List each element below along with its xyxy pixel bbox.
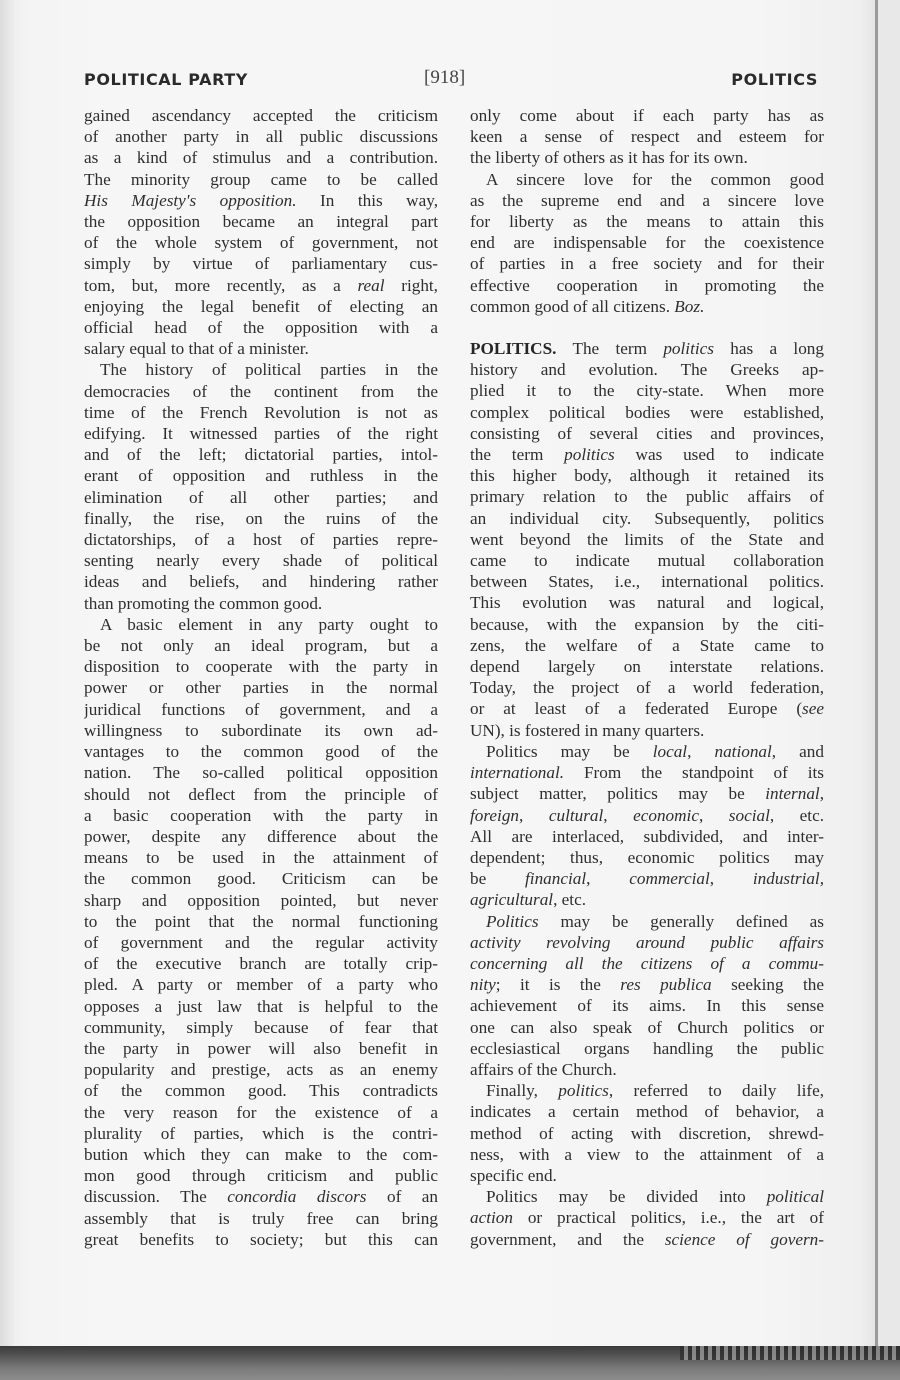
italic-term: activity revolving around public affairs <box>470 932 824 952</box>
text-run: , <box>698 805 729 825</box>
text-line: consisting of several cities and provinces, <box>470 423 824 443</box>
text-line: achievement of its aims. In this sense <box>470 996 824 1016</box>
text-line: effective cooperation in promoting the <box>470 275 824 295</box>
text-line: simply by virtue of parliamentary cus- <box>84 254 438 274</box>
italic-term: see <box>802 699 824 719</box>
text-line: disposition to cooperate with the party in <box>84 657 438 677</box>
italic-term: His Majesty's opposition. <box>84 190 297 210</box>
text-line: because, with the expansion by the citi- <box>470 614 824 634</box>
text-run: In this way, <box>296 190 438 210</box>
italic-term: national <box>714 741 772 761</box>
text-line: A sincere love for the common good <box>486 169 824 189</box>
text-line: than promoting the common good. <box>84 593 323 613</box>
text-line: time of the French Revolution is not as <box>84 402 438 422</box>
text-line: erant of opposition and ruthless in the <box>84 466 438 486</box>
italic-term: agricultural <box>470 890 554 910</box>
text-line: salary equal to that of a minister. <box>84 339 309 359</box>
text-line: power or other parties in the normal <box>84 678 438 698</box>
text-line <box>470 974 824 995</box>
text-line: be not only an ideal program, but a <box>84 636 438 656</box>
text-line: indicates a certain method of behavior, a <box>470 1102 824 1122</box>
text-line: juridical functions of government, and a <box>84 699 438 719</box>
text-line: depend largely on interstate relations. <box>470 657 824 677</box>
italic-term: internal, <box>765 784 824 804</box>
text-line: a basic cooperation with the party in <box>84 805 438 825</box>
text-line <box>84 275 438 296</box>
italic-term: nity <box>470 975 496 995</box>
italic-term: science of govern- <box>664 1229 824 1249</box>
text-run: Politics may be divided into <box>486 1187 767 1207</box>
text-line <box>470 741 824 762</box>
text-line: specific end. <box>470 1165 557 1185</box>
text-line: one can also speak of Church politics or <box>470 1017 824 1037</box>
text-run: has a long <box>713 339 824 359</box>
text-line: came to indicate mutual collaboration <box>470 551 824 571</box>
text-line: history and evolution. The Greeks ap- <box>470 360 824 380</box>
text-run: was used to indicate <box>614 445 824 465</box>
text-line: only come about if each party has as <box>470 106 824 125</box>
text-line <box>470 444 824 465</box>
text-run: , <box>519 805 549 825</box>
text-line: edifying. It witnessed parties of the right <box>84 424 438 444</box>
text-run: Finally, <box>486 1081 559 1101</box>
text-line: sharp and opposition pointed, but never <box>84 890 438 910</box>
text-line: the party in power will also benefit in <box>84 1038 438 1058</box>
text-run: From the standpoint of its <box>564 763 824 783</box>
text-line <box>470 1186 824 1207</box>
text-line: senting nearly every shade of political <box>84 551 438 571</box>
italic-term: Boz. <box>674 296 705 316</box>
left-column <box>84 105 438 1250</box>
text-line: for liberty as the means to attain this <box>470 212 824 232</box>
text-line: primary relation to the public affairs of <box>470 487 824 507</box>
text-run: government, and the <box>470 1229 665 1249</box>
text-line: went beyond the limits of the State and <box>470 529 824 549</box>
next-page-edge <box>878 0 900 1346</box>
text-line: pled. A party or member of a party who <box>84 975 438 995</box>
italic-term: financial <box>525 869 587 889</box>
text-line: between States, i.e., international politics. <box>470 572 824 592</box>
text-line <box>470 953 824 974</box>
italic-term: Politics <box>486 911 539 931</box>
page-number: [918] <box>424 67 466 88</box>
book-binding-edge <box>0 1346 900 1380</box>
running-head-right: POLITICS <box>731 70 818 89</box>
text-line <box>470 762 824 783</box>
text-line <box>470 1080 824 1101</box>
text-line: power, despite any difference about the <box>84 826 438 846</box>
text-line: to the point that the normal functioning <box>84 911 438 931</box>
text-line: plied it to the city-state. When more <box>470 381 824 401</box>
text-run: or at least of a federated Europe ( <box>470 699 803 719</box>
text-line: and of the left; dictatorial parties, intol- <box>84 445 438 465</box>
text-line: of parties in a free society and for their <box>470 254 824 274</box>
italic-term: politics <box>663 339 714 359</box>
text-run: common good of all citizens. <box>470 296 675 316</box>
text-line: mon good through criticism and public <box>84 1166 438 1186</box>
text-line: democracies of the continent from the <box>84 381 438 401</box>
text-line: elimination of all other parties; and <box>84 487 438 507</box>
text-line <box>84 1186 438 1207</box>
text-run: seeking the <box>711 975 824 995</box>
text-line: bution which they can make to the com- <box>84 1144 438 1164</box>
text-line: UN), is fostered in many quarters. <box>470 720 705 740</box>
text-line: as a kind of stimulus and a contribution. <box>84 148 438 168</box>
italic-term: cultural <box>548 805 604 825</box>
text-run: of an <box>366 1187 438 1207</box>
text-line: The history of political parties in the <box>100 360 438 380</box>
text-line: plurality of parties, which is the contri- <box>84 1123 438 1143</box>
text-line: of government and the regular activity <box>84 932 438 952</box>
text-line: of the common good. This contradicts <box>84 1081 438 1101</box>
italic-term: economic <box>633 805 699 825</box>
text-line: of the executive branch are totally crip- <box>84 954 438 974</box>
italic-term: industrial, <box>752 869 824 889</box>
text-line: keen a sense of respect and esteem for <box>470 127 824 147</box>
text-line: This evolution was natural and logical, <box>470 593 824 613</box>
text-line: ideas and beliefs, and hindering rather <box>84 572 438 592</box>
text-run: may be generally defined as <box>538 911 824 931</box>
text-run: right, <box>384 275 438 295</box>
italic-term: politics <box>564 445 615 465</box>
text-line: opposes a just law that is helpful to the <box>84 996 438 1016</box>
text-line: A basic element in any party ought to <box>100 614 438 634</box>
binding-texture <box>680 1346 900 1360</box>
italic-term: action <box>470 1208 513 1228</box>
italic-term: concordia discors <box>227 1187 367 1207</box>
text-line: as the supreme end and a sincere love <box>470 190 824 210</box>
text-run: , <box>687 741 715 761</box>
italic-term: concerning all the citizens of a commu- <box>470 953 824 973</box>
text-line: great benefits to society; but this can <box>84 1229 438 1249</box>
text-run: tom, but, more recently, as a <box>84 275 358 295</box>
page-left-edge <box>0 0 14 1346</box>
text-line <box>470 296 824 317</box>
text-run: , <box>603 805 634 825</box>
text-run: the term <box>470 445 565 465</box>
text-line: assembly that is truly free can bring <box>84 1208 438 1228</box>
text-line: ness, with a view to the attainment of a <box>470 1144 824 1164</box>
running-head <box>84 67 818 96</box>
text-run: The term <box>556 339 664 359</box>
text-line: the very reason for the existence of a <box>84 1102 438 1122</box>
text-line: of another party in all public discussions <box>84 127 438 147</box>
text-line: Today, the project of a world federation, <box>470 678 824 698</box>
text-run: , etc. <box>553 890 587 910</box>
entry-headword-line <box>470 338 824 359</box>
text-line: complex political bodies were established, <box>470 402 824 422</box>
text-run: , referred to daily life, <box>608 1081 824 1101</box>
text-run: or practical politics, i.e., the art of <box>512 1208 824 1228</box>
text-line <box>470 868 824 889</box>
italic-term: politics <box>558 1081 609 1101</box>
text-line: All are interlaced, subdivided, and inter- <box>470 826 824 846</box>
text-line: this higher body, although it retained its <box>470 466 824 486</box>
text-line: dictatorships, of a host of parties repre- <box>84 530 438 550</box>
text-run: , <box>586 869 630 889</box>
text-line: the common good. Criticism can be <box>84 869 438 889</box>
text-line <box>470 783 824 804</box>
text-line <box>470 1207 824 1228</box>
text-run: , <box>709 869 753 889</box>
text-line: the opposition became an integral part <box>84 212 438 232</box>
text-line: community, simply because of fear that <box>84 1017 438 1037</box>
text-line <box>470 889 824 910</box>
italic-term: real <box>357 275 385 295</box>
italic-term: res publica <box>620 975 712 995</box>
text-run: subject matter, politics may be <box>470 784 766 804</box>
italic-term: social <box>728 805 770 825</box>
italic-term: foreign <box>470 805 520 825</box>
text-line: means to be used in the attainment of <box>84 848 438 868</box>
text-line: of the whole system of government, not <box>84 233 438 253</box>
text-line: popularity and prestige, acts as an enemy <box>84 1060 438 1080</box>
text-line <box>470 805 824 826</box>
text-line <box>470 911 824 932</box>
italic-term: local <box>652 741 688 761</box>
text-run: , and <box>771 741 824 761</box>
text-line: nation. The so-called political opposition <box>84 763 438 783</box>
italic-term: political <box>766 1187 824 1207</box>
italic-term: international. <box>470 763 565 783</box>
text-line: The minority group came to be called <box>84 169 438 189</box>
running-head-left: POLITICAL PARTY <box>84 70 248 89</box>
text-line: vantages to the common good of the <box>84 742 438 762</box>
text-line: finally, the rise, on the ruins of the <box>84 508 438 528</box>
text-run: , etc. <box>769 805 824 825</box>
text-line: official head of the opposition with a <box>84 318 438 338</box>
text-line: willingness to subordinate its own ad- <box>84 720 438 740</box>
text-line: zens, the welfare of a State came to <box>470 635 824 655</box>
text-line <box>470 1229 824 1250</box>
text-line: should not deflect from the principle of <box>84 784 438 804</box>
text-line: affairs of the Church. <box>470 1059 617 1079</box>
text-line: end are indispensable for the coexistence <box>470 233 824 253</box>
text-line: an individual city. Subsequently, politics <box>470 508 824 528</box>
italic-term: commercial <box>629 869 710 889</box>
text-line: enjoying the legal benefit of electing an <box>84 296 438 316</box>
text-line <box>84 190 438 211</box>
text-run: ; it is the <box>495 975 621 995</box>
text-line: the liberty of others as it has for its own. <box>470 148 748 168</box>
text-line: method of acting with discretion, shrewd- <box>470 1123 824 1143</box>
entry-headword: POLITICS. <box>470 339 557 359</box>
text-run: discussion. The <box>84 1187 228 1207</box>
text-run: be <box>470 869 526 889</box>
text-line <box>470 698 824 719</box>
text-line <box>470 932 824 953</box>
text-line: ecclesiastical organs handling the public <box>470 1038 824 1058</box>
text-line: gained ascendancy accepted the criticism <box>84 106 438 125</box>
text-run: Politics may be <box>486 741 653 761</box>
text-line: dependent; thus, economic politics may <box>470 847 824 867</box>
right-column <box>470 105 824 1250</box>
